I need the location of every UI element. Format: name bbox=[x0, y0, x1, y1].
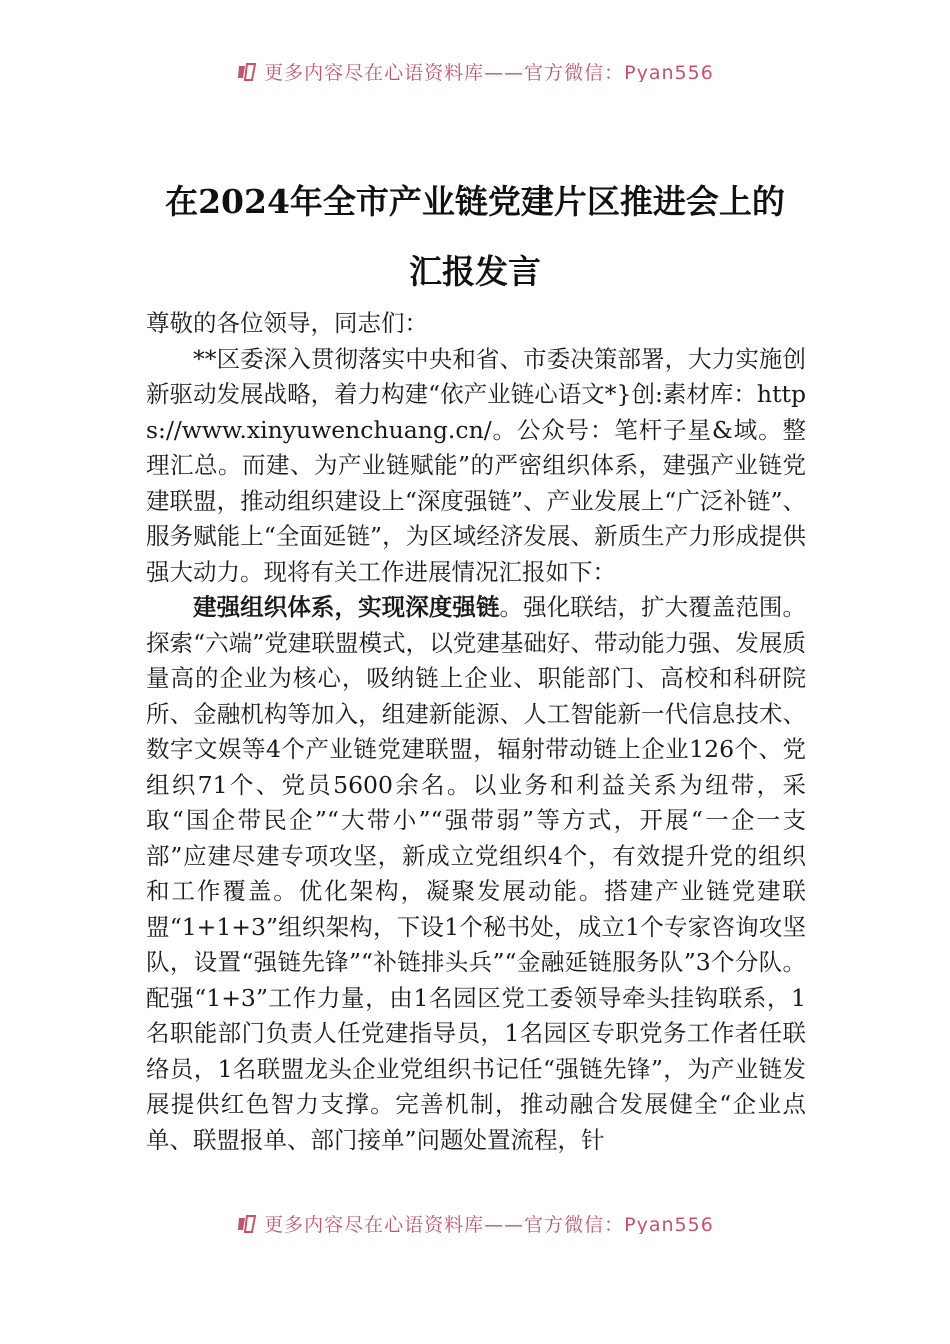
footer-banner-text: 更多内容尽在心语资料库——官方微信：Pyan556 bbox=[264, 1214, 714, 1234]
salutation: 尊敬的各位领导，同志们： bbox=[146, 309, 428, 337]
header-watermark-banner bbox=[0, 58, 950, 82]
section-1-text: 。强化联结，扩大覆盖范围。探索“六端”党建联盟模式，以党建基础好、带动能力强、发展质量高的企业为核心，吸纳链上企业、职能部门、高校和科研院所、金融机构等加入，组建新能源、人工智能新一代信息技术、数字文娱等4个产业链党建联盟，辐射带动链上企业126个、党组织71个、党员5600余名。以业务和利益关系为纽带，采取“国企带民企”“大带小”“强带弱”等方式，开展“一企一支部”应建尽建专项攻坚，新成立党组织4个，有效提升党的组织和工作覆盖。优化架构，凝聚发展动能。搭建产业链党建联盟“1+1+3”组织架构，下设1个秘书处，成立1个专家咨询攻坚队，设置“强链先锋”“补链排头兵”“金融延链服务队”3个分队。配强“1+3”工作力量，由1名园区党工委领导牵头挂钩联系，1名职能部门负责人任党建指导员，1名园区专职党务工作者任联络员，1名联盟龙头企业党组织书记任“强链先锋”，为产业链发展提供红色智力支撑。完善机制，推动融合发展健全“企业点单、联盟报单、部门接单”问题处置流程，针 bbox=[146, 593, 807, 1154]
document-title-line-1: 在2024年全市产业链党建片区推进会上的 bbox=[165, 182, 785, 221]
footer-watermark-banner bbox=[0, 1210, 950, 1234]
section-1-paragraph bbox=[146, 590, 806, 1158]
header-banner-text: 更多内容尽在心语资料库——官方微信：Pyan556 bbox=[264, 62, 714, 82]
document-title-line-2: 汇报发言 bbox=[409, 252, 541, 291]
brand-logo-icon bbox=[236, 1214, 258, 1234]
section-1-heading: 建强组织体系，实现深度强链 bbox=[193, 593, 500, 621]
document-body bbox=[146, 306, 806, 1158]
intro-paragraph: **区委深入贯彻落实中央和省、市委决策部署，大力实施创新驱动发展战略，着力构建“依产业链心语文*}创:素材库：https://www.xinyuwenchuang.cn/。公众号：笔杆子星&域。整理汇总。而建、为产业链赋能”的严密组织体系，建强产业链党建联盟，推动组织建设上“深度强链”、产业发展上“广泛补链”、服务赋能上“全面延链”，为区域经济发展、新质生产力形成提供强大动力。现将有关工作进展情况汇报如下： bbox=[146, 344, 806, 586]
brand-logo-icon bbox=[236, 62, 258, 82]
